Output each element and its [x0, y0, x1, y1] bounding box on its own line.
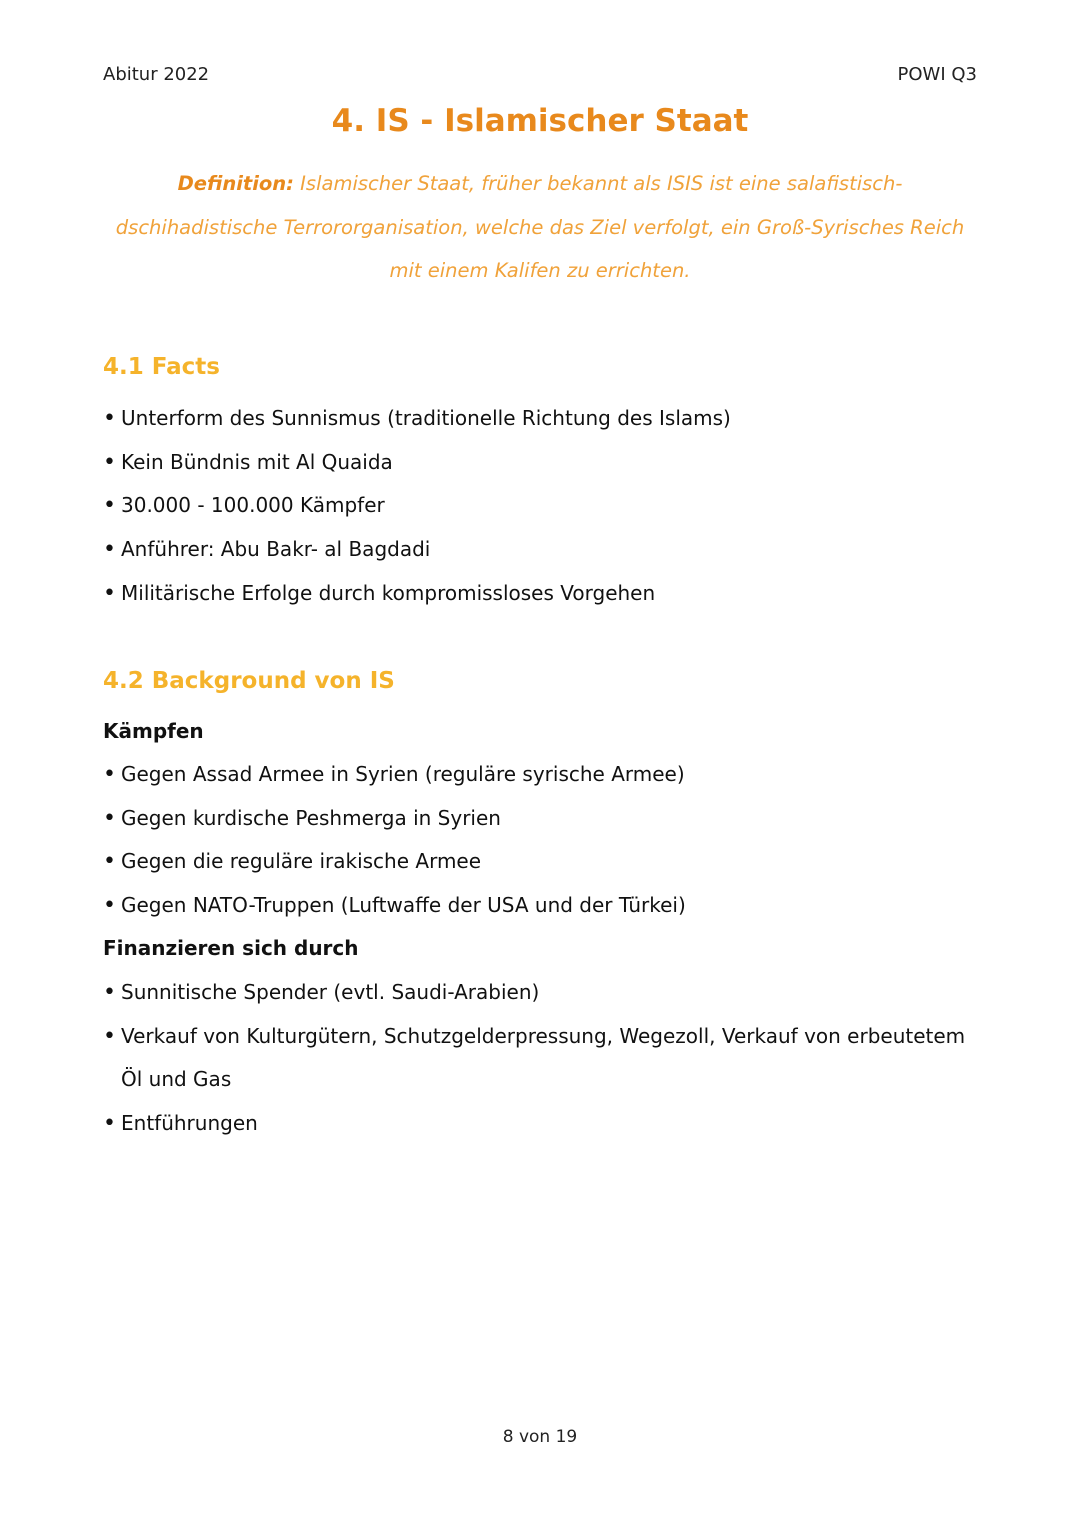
- subheading-finance: Finanzieren sich durch: [103, 936, 359, 960]
- definition-paragraph: [100, 162, 980, 293]
- page-title: 4. IS - Islamischer Staat: [331, 103, 749, 139]
- header-right: POWI Q3: [897, 64, 977, 85]
- list-item: • 30.000 - 100.000 Kämpfer: [103, 484, 983, 528]
- subheading-fight: Kämpfen: [103, 719, 204, 743]
- list-item: • Gegen NATO-Truppen (Luftwaffe der USA und der Türkei): [103, 884, 983, 928]
- fight-list: [103, 753, 983, 928]
- list-item: • Militärische Erfolge durch kompromissloses Vorgehen: [103, 572, 983, 616]
- section-heading-background: 4.2 Background von IS: [103, 668, 395, 694]
- list-item: • Gegen kurdische Peshmerga in Syrien: [103, 797, 983, 841]
- header-left: Abitur 2022: [103, 64, 210, 85]
- page-number: 8 von 19: [502, 1427, 578, 1447]
- definition-label: Definition:: [177, 172, 294, 195]
- list-item: • Sunnitische Spender (evtl. Saudi-Arabien): [103, 971, 983, 1015]
- list-item: • Verkauf von Kulturgütern, Schutzgelderpressung, Wegezoll, Verkauf von erbeutetem Öl und Gas: [103, 1015, 983, 1102]
- section-heading-facts: 4.1 Facts: [103, 354, 220, 380]
- list-item: • Gegen die reguläre irakische Armee: [103, 840, 983, 884]
- list-item: • Unterform des Sunnismus (traditionelle Richtung des Islams): [103, 397, 983, 441]
- list-item: • Gegen Assad Armee in Syrien (reguläre syrische Armee): [103, 753, 983, 797]
- list-item: • Entführungen: [103, 1102, 983, 1146]
- definition-text: Islamischer Staat, früher bekannt als ISIS ist eine salafistisch-dschihadistische Terrororganisation, welche das Ziel verfolgt, ein Groß-Syrisches Reich mit einem Kalifen zu errichten.: [115, 172, 965, 282]
- list-item: • Kein Bündnis mit Al Quaida: [103, 441, 983, 485]
- facts-list: [103, 397, 983, 616]
- list-item: • Anführer: Abu Bakr- al Bagdadi: [103, 528, 983, 572]
- finance-list: [103, 971, 983, 1146]
